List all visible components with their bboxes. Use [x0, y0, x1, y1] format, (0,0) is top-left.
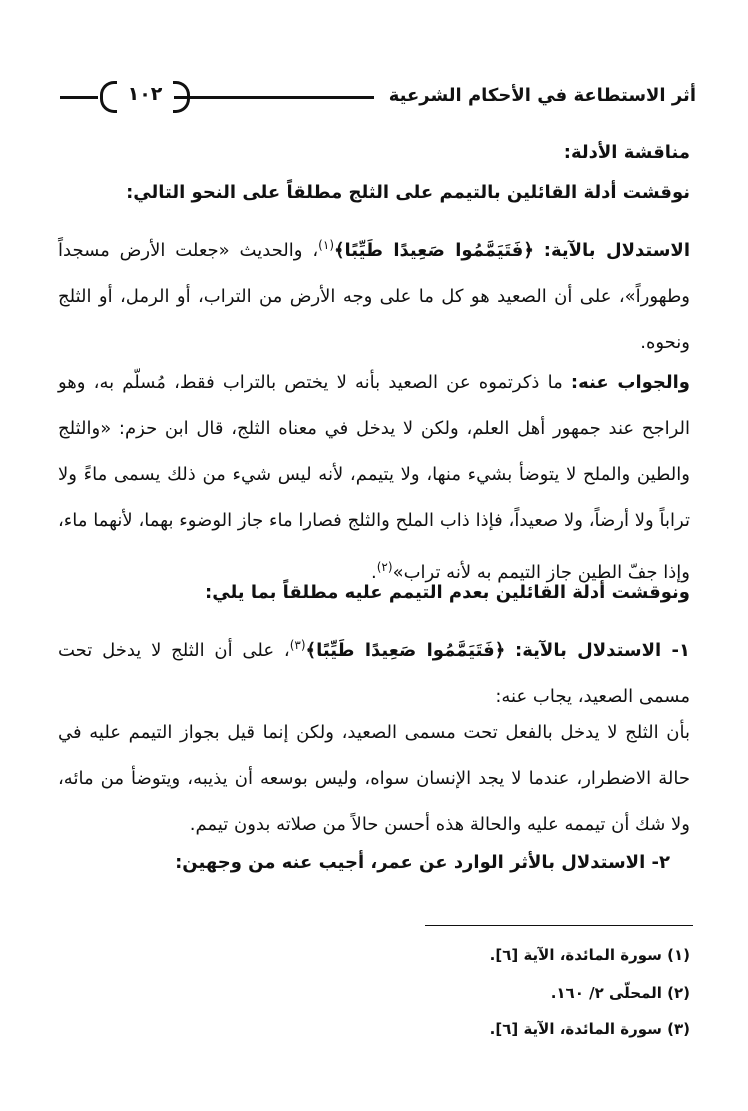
response-end: .	[371, 562, 377, 583]
response-paragraph	[58, 360, 690, 596]
running-title: أثر الاستطاعة في الأحكام الشرعية	[388, 85, 696, 106]
footnote-3: (٣) سورة المائدة، الآية [٦].	[489, 1020, 690, 1038]
argument-text: ، والحديث «جعلت الأرض مسجداً وطهوراً»، على أن الصعيد هو كل ما على وجه الأرض من التراب، أو الرمل، أو الثلج ونحوه.	[58, 240, 690, 353]
counter-argument-paragraph	[58, 622, 690, 720]
counter-argument-lead: ١- الاستدلال بالآية:	[515, 640, 691, 661]
argument-paragraph	[58, 222, 690, 366]
footnote-ref: (٣)	[289, 638, 306, 652]
counter-argument-text: ، على أن الثلج لا يدخل تحت مسمى الصعيد، يجاب عنه:	[58, 640, 690, 707]
footnote-1: (١) سورة المائدة، الآية [٦].	[489, 946, 690, 964]
argument-lead: الاستدلال بالآية:	[543, 240, 690, 261]
counter-response-paragraph: بأن الثلج لا يدخل بالفعل تحت مسمى الصعيد، ولكن إنما قيل بجواز التيمم عليه في حالة الاضطرار، عندما لا يجد الإنسان سواه، وليس بوسعه أن يذيبه، ويتوضأ من مائه، ولا شك أن تيممه عليه والحالة هذه أحسن حالاً من صلاته بدون تيمم.	[58, 722, 690, 835]
header-rule-right	[174, 96, 374, 99]
footnote-divider	[425, 925, 693, 926]
footnote-2: (٢) المحلّى ٢/ ١٦٠.	[550, 984, 690, 1002]
footnote-ref: (٢)	[376, 560, 393, 574]
quran-quote: ﴿فَتَيَمَّمُوا صَعِيدًا طَيِّبًا﴾	[305, 640, 506, 661]
page-header	[60, 78, 696, 114]
header-rule-left	[60, 96, 98, 99]
section-title: مناقشة الأدلة:	[563, 142, 690, 163]
footnote-ref: (١)	[318, 238, 334, 252]
page-number: ١٠٢	[116, 78, 174, 110]
response-text: ما ذكرتموه عن الصعيد بأنه لا يختص بالتراب فقط، مُسلّم به، وهو الراجح عند جمهور أهل العلم، ولكن لا يدخل في معناه الثلج، قال ابن حزم: «والثلج والطين والملح لا يتوضأ بشيء منها، ولا يتيمم، لأنه ليس شيء من ذلك يسمى ماءً ولا تراباً ولا أرضاً، ولا صعيداً، فإذا ذاب الملح والثلج فصارا ماء جاز الوضوء بهما، لأنهما ماء، وإذا جفّ الطين جاز التيمم به لأنه تراب»	[58, 372, 690, 583]
second-argument-paragraph: ٢- الاستدلال بالأثر الوارد عن عمر، أجيب عنه من وجهين:	[175, 852, 670, 873]
counter-intro-paragraph: ونوقشت أدلة القائلين بعدم التيمم عليه مطلقاً بما يلي:	[205, 582, 690, 603]
response-lead: والجواب عنه:	[570, 372, 690, 393]
quran-quote: ﴿فَتَيَمَّمُوا صَعِيدًا طَيِّبًا﴾	[334, 240, 534, 261]
intro-paragraph: نوقشت أدلة القائلين بالتيمم على الثلج مطلقاً على النحو التالي:	[126, 182, 690, 203]
